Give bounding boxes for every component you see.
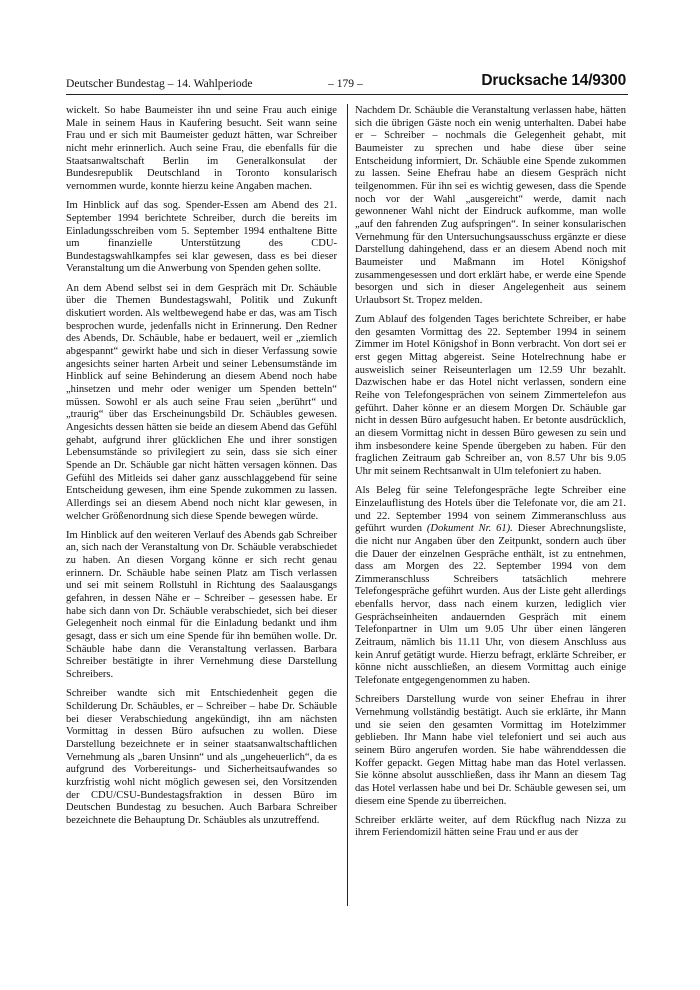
paragraph: Schreibers Darstellung wurde von seiner Ehefrau in ihrer Vernehmung vollständig bestätigt. Auch sie erklärte, ihr Mann und sie seien den gesamten Vormittag im Hotelzimmer geblieben. Ihr Mann habe viel telefoniert und sei auch aus seinem Büro angerufen worden. Sie habe währenddessen die Koffer gepackt. Gegen Mittag habe man das Hotel verlassen. Sie könne absolut ausschließen, dass ihr Mann an diesem Tag das Hotel verlassen habe und bei Dr. Schäuble gewesen sei, um diesem eine Spende zu überreichen.: [355, 694, 626, 807]
paragraph: Schreiber wandte sich mit Entschiedenheit gegen die Schilderung Dr. Schäubles, er – Schreiber – habe Dr. Schäuble bei dieser Verabschiedung angekündigt, ihn am nächsten Vormittag in dessen Büro aufsuchen zu wollen. Diese Darstellung bezeichnete er in seiner staatsanwaltschaftlichen Vernehmung als „baren Unsinn“ und als „ungeheuerlich“, da es aufgrund des Vorbereitungs- und Sicherheitsaufwandes so kurzfristig wohl nicht möglich gewesen sei, den Vorsitzenden der CDU/CSU-Bundestagsfraktion in dessen Büro im Deutschen Bundestag zu besuchen. Auch Barbara Schreiber bezeichnete die Behauptung Dr. Schäubles als unzutreffend.: [66, 688, 337, 826]
paragraph: [355, 485, 626, 688]
header-rule: [66, 94, 628, 95]
paragraph: wickelt. So habe Baumeister ihn und seine Frau auch einige Male in seinem Haus in Kaufering besucht. Seit wann seine Frau und er sich mit Baumeister geduzt hätten, war Schreiber nicht mehr erinnerlich. Auch seine Frau, die ebenfalls für die Staatsanwaltschaft Berlin im Generalkonsulat der Bundesrepublik Deutschland in Toronto konsularisch vernommen wurde, konnte hierzu keine Angaben machen.: [66, 105, 337, 192]
paragraph: Schreiber erklärte weiter, auf dem Rückflug nach Nizza zu ihrem Feriendomizil hätten seine Frau und er aus der: [355, 814, 626, 839]
paragraph: Nachdem Dr. Schäuble die Veranstaltung verlassen habe, hätten sich die übrigen Gäste noch ein wenig unterhalten. Dabei habe er – Schreiber – nochmals die Gelegenheit gehabt, mit Baumeister zu sprechen und habe diese über seine Entscheidung informiert, Dr. Schäuble eine Spende zukommen zu lassen. Seine Ehefrau habe an diesem Gespräch nicht teilgenommen. Für ihn sei es wichtig gewesen, dass die Spende noch vor der Wahl „ausgereicht“ werde, damit nach gewonnener Wahl nicht der Eindruck aufkomme, man wolle „auf den fahrenden Zug aufspringen“. In seiner konsularischen Vernehmung für den Untersuchungsausschuss ergänzte er diese Darstellung dahingehend, dass er an diesem Abend noch mit Baumeister und Maßmann im Hotel Königshof zusammengesessen und dort erklärt habe, er werde eine Spende besorgen und sich in dieser Angelegenheit aus seinem Urlaubsort St. Tropez melden.: [355, 105, 626, 306]
paragraph: An dem Abend selbst sei in dem Gespräch mit Dr. Schäuble über die Themen Bundestagswahl, Politik und Zukunft diskutiert worden. Als weltbewegend habe er das, was am Tisch besprochen wurde, jedenfalls nicht in Erinnerung. Den Redner des Abends, Dr. Schäuble, habe er bedauert, weil er „ziemlich abgespannt“ gewirkt habe und sich in dieser Verfassung sowie angesichts seiner harten Arbeit und seiner Lebensumstände im Hinblick auf seine Behinderung an diesem Abend noch habe „hinsetzen und mehr oder weniger um Spenden betteln“ müssen. Sowohl er als auch seine Frau seien „berührt“ und „traurig“ über das Erscheinungsbild Dr. Schäubles gewesen. Angesichts dessen hätten sie beide an diesem Abend das Gefühl gehabt, aufgrund ihrer glücklichen Ehe und ihrer sonstigen Lebensumstände so privilegiert zu sein, dass sie sich einer Spende an Dr. Schäuble gar nicht hätten versagen können. Das Gefühl des Mitleids sei daher ganz ausschlaggebend für seine Entscheidung gewesen, ihm eine Spende zukommen zu lassen. Allerdings sei an diesem Abend noch nicht klar gewesen, in welcher Größenordnung sich diese Spende bewegen würde.: [66, 282, 337, 522]
header-page-number: – 179 –: [328, 77, 363, 90]
column-divider: [347, 104, 348, 906]
paragraph: Zum Ablauf des folgenden Tages berichtete Schreiber, er habe den gesamten Vormittag des 22. September 1994 in seinem Zimmer im Hotel Königshof in Bonn verbracht. Von dort sei er erst gegen Mittag abgereist. Seine Hotelrechnung habe er ausweislich seiner Reiseunterlagen um 12.59 Uhr bezahlt. Dazwischen habe er das Hotel nicht verlassen, sondern eine Reihe von Telefongesprächen von seinem Zimmertelefon aus geführt. Daher könne er an diesem Morgen Dr. Schäuble gar nicht in dessen Büro aufgesucht haben. Er betonte ausdrücklich, an diesem Vormittag nicht in dessen Büro gewesen zu sein und ihm insbesondere keine Spende übergeben zu haben. Für den fraglichen Zeitraum gab Schreiber an, von 8.57 Uhr bis 9.05 Uhr mit seinem Rechtsanwalt in Ulm telefoniert zu haben.: [355, 314, 626, 477]
paragraph: Im Hinblick auf das sog. Spender-Essen am Abend des 21. September 1994 berichtete Schreiber, durch die bereits im Einladungsschreiben vom 5. September 1994 enthaltene Bitte um finanzielle Unterstützung des CDU-Bundestagswahlkampfes sei klar gewesen, dass es bei dieser Veranstaltung um die Anwerbung von Spenden gehen sollte.: [66, 200, 337, 275]
paragraph-text: Dieser Abrechnungsliste, die nicht nur Angaben über den Zeitpunkt, sondern auch über die Dauer der einzelnen Gespräche enthält, ist zu entnehmen, dass am Morgen des 22. September 1994 von dem Zimmeranschluss Schreibers tatsächlich mehrere Telefongespräche geführt wurden. Aus der Liste geht allerdings ebenfalls hervor, dass nach einem kurzen, lediglich vier Gesprächseinheiten andauernden Gespräch mit einem Telefonpartner in Ulm um 9.05 Uhr über einen längeren Zeitraum, nämlich bis 11.11 Uhr, von diesem Anschluss aus kein Anruf getätigt wurde. Hierzu befragt, erklärte Schreiber, er könne nicht ausschließen, an diesem Vormittag auch einige Telefonate entgegengenommen zu haben.: [355, 523, 627, 687]
header-document-number: Drucksache 14/9300: [481, 72, 626, 89]
document-reference: (Dokument Nr. 61).: [426, 523, 513, 535]
left-column: [66, 105, 337, 834]
paragraph: Im Hinblick auf den weiteren Verlauf des Abends gab Schreiber an, sich nach der Veranstaltung von Dr. Schäuble verabschiedet zu haben. An diesen Vorgang könne er sich recht genau erinnern. Dr. Schäuble habe seinen Platz am Tisch verlassen und sei mit seinem Rollstuhl in Richtung des Saalausgangs gefahren, in dessen Nähe er – Schreiber – gesessen habe. Er habe sich dann von Dr. Schäuble verabschiedet, sich bei dieser Gelegenheit noch einmal für die Einladung bedankt und ihm gesagt, dass er sich um eine Spende für ihn bemühen wolle. Dr. Schäuble habe dann die Veranstaltung verlassen. Barbara Schreiber bestätigte in ihrer Vernehmung diese Darstellung Schreibers.: [66, 529, 337, 680]
header-publication: Deutscher Bundestag – 14. Wahlperiode: [66, 77, 253, 90]
right-column: [355, 105, 626, 847]
paragraph-text: Als Beleg für seine Telefongespräche legte Schreiber eine Einzelauflistung des Hotels über die Telefonate vor, die am 21. und 22. September 1994 von seinem Zimmeranschluss aus geführt wurden: [355, 485, 626, 535]
page-header: [66, 74, 626, 94]
